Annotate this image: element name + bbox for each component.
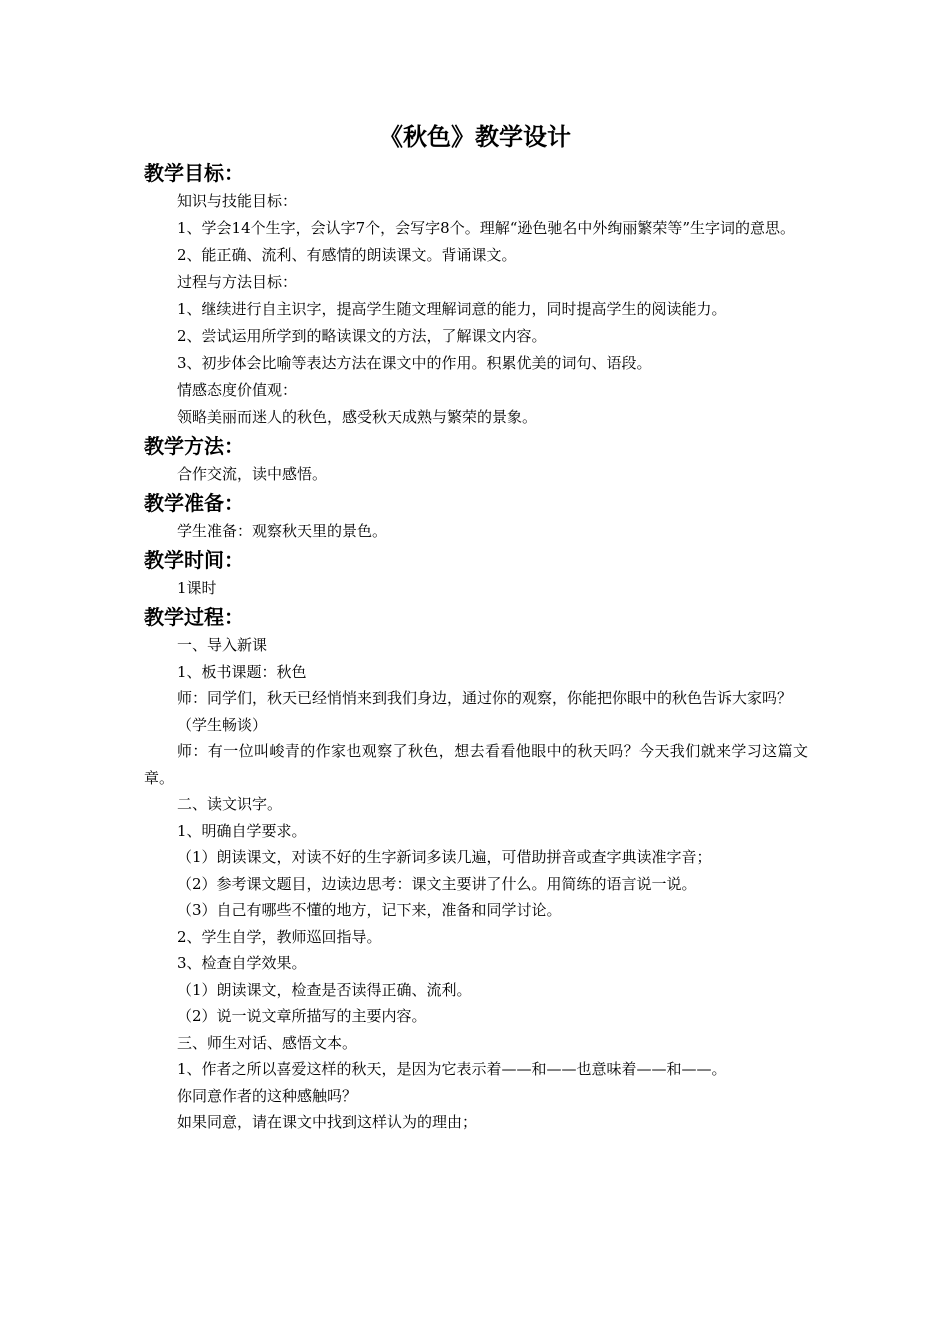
objectives-process-3: 3、初步体会比喻等表达方法在课文中的作用。积累优美的词句、语段。: [177, 354, 652, 372]
process-line: （3）自己有哪些不懂的地方，记下来，准备和同学讨论。: [177, 901, 562, 919]
process-line: （1）朗读课文，对读不好的生字新词多读几遍，可借助拼音或查字典读准字音；: [177, 848, 712, 866]
process-line: 如果同意，请在课文中找到这样认为的理由；: [177, 1113, 478, 1131]
objectives-knowledge-1: 1、学会14个生字，会认字7个，会写字8个。理解“逊色驰名中外绚丽繁荣等”生字词的意思。: [177, 219, 796, 237]
process-line: 师：同学们，秋天已经悄悄来到我们身边，通过你的观察，你能把你眼中的秋色告诉大家吗？: [177, 689, 793, 707]
process-line: 一、导入新课: [177, 636, 268, 654]
process-line: 1、板书课题：秋色: [177, 662, 307, 681]
process-line: 1、明确自学要求。: [177, 821, 307, 840]
process-line: （2）参考课文题目，边读边思考：课文主要讲了什么。用简练的语言说一说。: [177, 874, 697, 893]
section-heading-time: 教学时间：: [144, 548, 244, 572]
objectives-emotion-label: 情感态度价值观：: [177, 381, 298, 399]
objectives-process-1: 1、继续进行自主识字，提高学生随文理解词意的能力，同时提高学生的阅读能力。: [177, 300, 727, 318]
process-line: （1）朗读课文，检查是否读得正确、流利。: [177, 980, 472, 999]
process-line: （2）说一说文章所描写的主要内容。: [177, 1007, 427, 1025]
document-body: [144, 158, 808, 1136]
process-line: 2、学生自学，教师巡回指导。: [177, 927, 382, 946]
objectives-knowledge-2: 2、能正确、流利、有感情的朗读课文。背诵课文。: [177, 246, 517, 264]
process-line: 你同意作者的这种感触吗？: [177, 1086, 358, 1105]
process-line: 1、作者之所以喜爱这样的秋天，是因为它表示着——和——也意味着——和——。: [177, 1060, 727, 1078]
section-heading-objectives: 教学目标：: [144, 161, 244, 185]
section-heading-preparation: 教学准备：: [144, 491, 244, 515]
process-line: 三、师生对话、感悟文本。: [177, 1033, 358, 1052]
objectives-knowledge-label: 知识与技能目标：: [177, 192, 298, 210]
section-heading-process: 教学过程：: [144, 605, 244, 629]
section-heading-method: 教学方法：: [144, 434, 244, 458]
objectives-process-2: 2、尝试运用所学到的略读课文的方法，了解课文内容。: [177, 327, 547, 345]
process-line: 3、检查自学效果。: [177, 954, 307, 972]
process-line: （学生畅谈）: [177, 715, 268, 734]
method-text: 合作交流，读中感悟。: [177, 465, 328, 483]
objectives-emotion-1: 领略美丽而迷人的秋色，感受秋天成熟与繁荣的景象。: [177, 408, 538, 426]
objectives-process-label: 过程与方法目标：: [177, 273, 298, 291]
process-line: 二、读文识字。: [177, 795, 283, 813]
time-text: 1课时: [177, 579, 217, 597]
document-title: 《秋色》教学设计: [379, 123, 571, 151]
preparation-text: 学生准备：观察秋天里的景色。: [177, 522, 388, 540]
process-line: 师：有一位叫峻青的作家也观察了秋色，想去看看他眼中的秋天吗？今天我们就来学习这篇文章。: [144, 742, 808, 787]
